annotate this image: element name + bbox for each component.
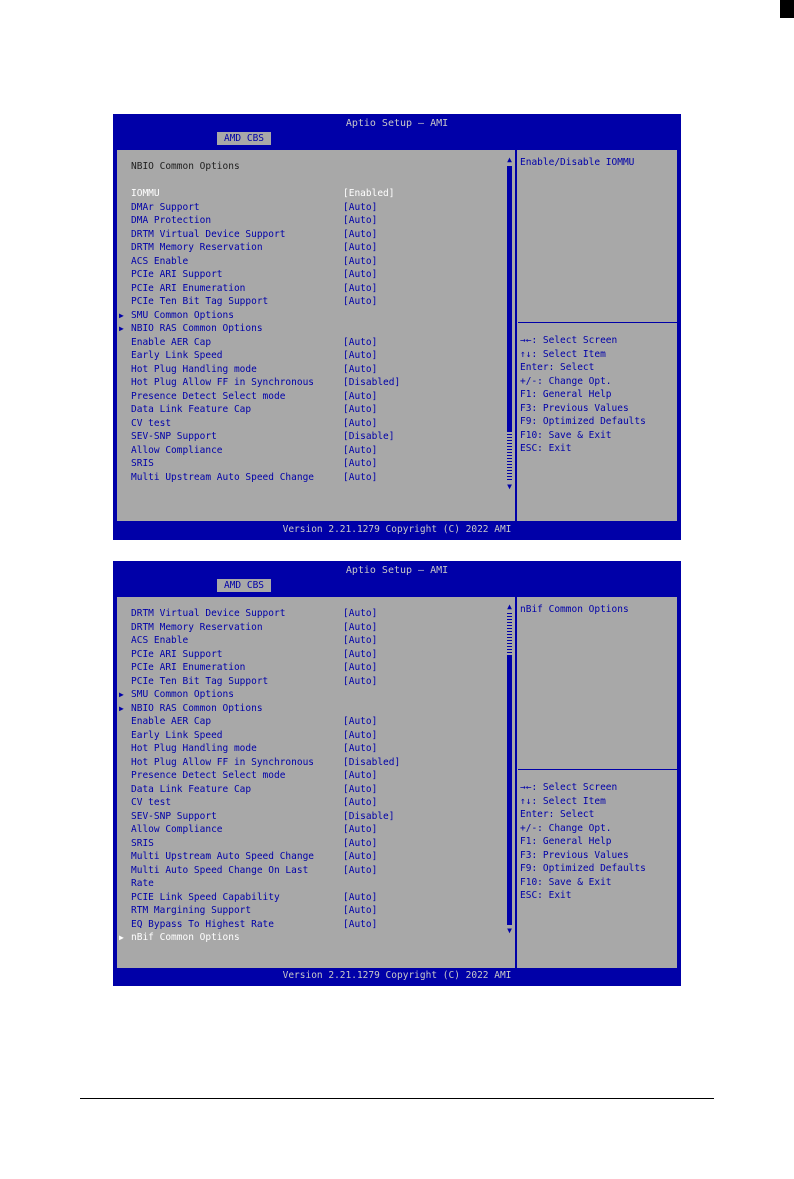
option-row-hot-plug-allow-ff-in-synchronous[interactable] [117, 756, 507, 770]
option-row-drtm-memory-reservation[interactable] [117, 241, 507, 255]
scroll-up-icon[interactable]: ▲ [507, 602, 512, 611]
option-row-pcie-link-speed-capability[interactable] [117, 891, 507, 905]
panel-divider [515, 150, 517, 521]
option-label: DRTM Virtual Device Support [131, 228, 286, 240]
option-label: SRIS [131, 458, 154, 469]
help-separator [518, 769, 677, 770]
page-edge-marker [780, 0, 794, 18]
key-help-line: →←: Select Screen [520, 335, 618, 346]
key-help-line: ESC: Exit [520, 890, 572, 901]
option-value[interactable]: [Auto] [343, 390, 378, 402]
option-value[interactable]: [Auto] [343, 282, 378, 294]
option-row-blank [117, 174, 507, 188]
option-value[interactable]: [Auto] [343, 350, 378, 361]
option-row-pcie-ten-bit-tag-support[interactable] [117, 295, 507, 309]
option-row-early-link-speed[interactable] [117, 729, 507, 743]
option-value[interactable]: [Auto] [343, 743, 378, 754]
option-label: Enable AER Cap [131, 336, 212, 348]
option-label: PCIe Ten Bit Tag Support [131, 675, 269, 687]
tab-amd-cbs[interactable]: AMD CBS [217, 579, 271, 592]
option-label: Hot Plug Allow FF in Synchronous [131, 377, 315, 388]
option-label: Multi Upstream Auto Speed Change [131, 851, 315, 862]
option-label: Multi Auto Speed Change On Last [131, 864, 309, 876]
option-value[interactable]: [Auto] [343, 716, 378, 727]
option-row-sris[interactable] [117, 457, 507, 471]
option-value[interactable]: [Disabled] [343, 377, 401, 388]
option-value[interactable]: [Auto] [343, 228, 378, 240]
option-row-pcie-ari-enumeration[interactable] [117, 661, 507, 675]
option-row-pcie-ari-enumeration[interactable] [117, 282, 507, 296]
option-label: Hot Plug Allow FF in Synchronous [131, 756, 315, 768]
option-value[interactable]: [Auto] [343, 255, 378, 267]
option-label: Allow Compliance [131, 824, 223, 835]
option-value[interactable]: [Auto] [343, 621, 378, 633]
option-label: ACS Enable [131, 255, 189, 267]
option-label: Enable AER Cap [131, 716, 212, 727]
option-label: Hot Plug Handling mode [131, 743, 257, 754]
option-value[interactable]: [Auto] [343, 918, 378, 930]
window-title: Aptio Setup – AMI [345, 565, 449, 576]
option-value[interactable]: [Auto] [343, 458, 378, 469]
scroll-down-icon[interactable]: ▼ [507, 482, 512, 491]
option-label: PCIe Ten Bit Tag Support [131, 296, 269, 307]
key-help-line: F3: Previous Values [520, 849, 629, 861]
option-label: DRTM Memory Reservation [131, 242, 263, 253]
key-help-line: F9: Optimized Defaults [520, 863, 646, 874]
submenu-arrow-icon: ▶ [119, 324, 124, 333]
option-label: PCIe ARI Support [131, 648, 223, 660]
option-row-sev-snp-support[interactable] [117, 810, 507, 824]
option-row-acs-enable[interactable] [117, 634, 507, 648]
option-value[interactable]: [Auto] [343, 864, 378, 876]
scroll-thumb[interactable] [507, 166, 512, 432]
scroll-up-icon[interactable]: ▲ [507, 155, 512, 164]
submenu-arrow-icon: ▶ [119, 690, 124, 699]
option-label: Rate [131, 878, 154, 889]
version-footer: Version 2.21.1279 Copyright (C) 2022 AMI [282, 524, 512, 535]
option-row-hot-plug-handling-mode[interactable] [117, 742, 507, 756]
option-label: Multi Upstream Auto Speed Change [131, 471, 315, 483]
option-row-data-link-feature-cap[interactable] [117, 783, 507, 797]
setup-panel [116, 149, 678, 522]
option-label: nBif Common Options [131, 932, 240, 943]
scroll-track [507, 434, 512, 480]
option-row-iommu[interactable] [117, 187, 507, 201]
key-help-line: F9: Optimized Defaults [520, 416, 646, 427]
option-row-eq-bypass-to-highest-rate[interactable] [117, 918, 507, 932]
key-help-line: F1: General Help [520, 389, 612, 400]
option-label: DMA Protection [131, 215, 212, 226]
key-help-line: ↑↓: Select Item [520, 795, 606, 807]
option-row-multi-upstream-auto-speed-change[interactable] [117, 850, 507, 864]
option-row-allow-compliance[interactable] [117, 823, 507, 837]
option-label: SMU Common Options [131, 689, 234, 700]
option-value[interactable]: [Auto] [343, 905, 378, 916]
option-label: RTM Margining Support [131, 905, 252, 916]
key-help-line: +/-: Change Opt. [520, 375, 612, 387]
option-value[interactable]: [Auto] [343, 444, 378, 456]
option-row-nbio-ras-common-options[interactable] [117, 322, 507, 336]
key-help-line: F10: Save & Exit [520, 429, 612, 441]
option-label: Early Link Speed [131, 350, 223, 361]
submenu-arrow-icon: ▶ [119, 703, 124, 713]
option-value[interactable]: [Auto] [343, 770, 378, 781]
bios-screen-1 [113, 114, 681, 540]
option-value[interactable]: [Auto] [343, 797, 378, 808]
option-label: IOMMU [131, 188, 160, 199]
option-label: Hot Plug Handling mode [131, 363, 257, 375]
page-footer-rule [80, 1098, 714, 1099]
option-row-dma-protection[interactable] [117, 214, 507, 228]
key-help-line: →←: Select Screen [520, 782, 618, 793]
tab-amd-cbs[interactable]: AMD CBS [217, 132, 271, 145]
option-label: CV test [131, 417, 172, 429]
option-row-hot-plug-allow-ff-in-synchronous[interactable] [117, 376, 507, 390]
option-row-nbif-common-options[interactable] [117, 931, 507, 945]
option-value[interactable]: [Auto] [343, 269, 378, 280]
key-help-line: Enter: Select [520, 362, 595, 373]
panel-divider [515, 597, 517, 968]
option-row-smu-common-options[interactable] [117, 688, 507, 702]
option-value[interactable]: [Disable] [343, 810, 395, 822]
option-value[interactable]: [Auto] [343, 215, 378, 226]
option-row-cv-test[interactable] [117, 417, 507, 431]
key-help-line: ↑↓: Select Item [520, 348, 606, 360]
option-label: Data Link Feature Cap [131, 783, 252, 795]
option-row-pcie-ten-bit-tag-support[interactable] [117, 675, 507, 689]
option-row-drtm-virtual-device-support[interactable] [117, 228, 507, 242]
option-label: Allow Compliance [131, 444, 223, 456]
option-row-sris[interactable] [117, 837, 507, 851]
item-help-text: nBif Common Options [520, 604, 629, 615]
option-row-drtm-virtual-device-support[interactable] [117, 607, 507, 621]
option-label: DRTM Virtual Device Support [131, 608, 286, 619]
option-value[interactable]: [Auto] [343, 675, 378, 687]
option-value[interactable]: [Auto] [343, 729, 378, 741]
option-value[interactable]: [Auto] [343, 783, 378, 795]
setup-panel [116, 596, 678, 969]
option-row-allow-compliance[interactable] [117, 444, 507, 458]
option-row-acs-enable[interactable] [117, 255, 507, 269]
option-row-enable-aer-cap[interactable] [117, 715, 507, 729]
option-row-cv-test[interactable] [117, 796, 507, 810]
option-value[interactable]: [Enabled] [343, 188, 395, 199]
option-row-rate[interactable] [117, 877, 507, 891]
option-label: PCIe ARI Support [131, 269, 223, 280]
option-label: NBIO RAS Common Options [131, 702, 263, 714]
key-help-line: F3: Previous Values [520, 402, 629, 414]
option-value[interactable]: [Auto] [343, 336, 378, 348]
option-row-enable-aer-cap[interactable] [117, 336, 507, 350]
key-help-line: Enter: Select [520, 809, 595, 820]
key-help-line: F1: General Help [520, 836, 612, 847]
version-footer: Version 2.21.1279 Copyright (C) 2022 AMI [282, 970, 512, 981]
key-help-line: +/-: Change Opt. [520, 822, 612, 834]
option-label: PCIE Link Speed Capability [131, 891, 280, 903]
option-row-smu-common-options[interactable] [117, 309, 507, 323]
option-label: DRTM Memory Reservation [131, 621, 263, 633]
option-label: ACS Enable [131, 635, 189, 646]
option-label: Early Link Speed [131, 729, 223, 741]
option-value[interactable]: [Disable] [343, 431, 395, 442]
option-row-drtm-memory-reservation[interactable] [117, 621, 507, 635]
option-row-sev-snp-support[interactable] [117, 430, 507, 444]
option-row-presence-detect-select-mode[interactable] [117, 390, 507, 404]
option-value[interactable]: [Auto] [343, 824, 378, 835]
key-help-line: ESC: Exit [520, 443, 572, 454]
option-row-multi-auto-speed-change-on-last[interactable] [117, 864, 507, 878]
option-value[interactable]: [Auto] [343, 417, 378, 429]
option-row-rtm-margining-support[interactable] [117, 904, 507, 918]
option-value[interactable]: [Auto] [343, 608, 378, 619]
option-value[interactable]: [Auto] [343, 363, 378, 375]
option-value[interactable]: [Auto] [343, 837, 378, 849]
scroll-down-icon[interactable]: ▼ [507, 926, 512, 935]
option-value[interactable]: [Auto] [343, 635, 378, 646]
option-label: SRIS [131, 837, 154, 849]
option-value[interactable]: [Disabled] [343, 756, 401, 768]
option-label: Presence Detect Select mode [131, 390, 286, 402]
option-value[interactable]: [Auto] [343, 648, 378, 660]
submenu-arrow-icon: ▶ [119, 310, 124, 320]
option-row-nbio-common-options [117, 160, 507, 174]
key-help-line: F10: Save & Exit [520, 876, 612, 888]
option-row-early-link-speed[interactable] [117, 349, 507, 363]
option-row-pcie-ari-support[interactable] [117, 268, 507, 282]
option-label: NBIO Common Options [131, 161, 240, 172]
option-label: PCIe ARI Enumeration [131, 282, 246, 294]
option-value[interactable]: [Auto] [343, 201, 378, 213]
option-label: SMU Common Options [131, 309, 234, 321]
option-value[interactable]: [Auto] [343, 404, 378, 415]
key-legend [520, 781, 675, 903]
option-value[interactable]: [Auto] [343, 296, 378, 307]
scrollbar[interactable] [506, 603, 513, 935]
option-row-hot-plug-handling-mode[interactable] [117, 363, 507, 377]
scroll-track [507, 613, 512, 653]
option-label: SEV-SNP Support [131, 810, 217, 822]
key-legend [520, 334, 675, 456]
item-help-text: Enable/Disable IOMMU [520, 157, 635, 168]
option-row-data-link-feature-cap[interactable] [117, 403, 507, 417]
option-value[interactable]: [Auto] [343, 891, 378, 903]
scrollbar[interactable] [506, 156, 513, 491]
option-value[interactable]: [Auto] [343, 242, 378, 253]
window-title: Aptio Setup – AMI [345, 118, 449, 129]
help-separator [518, 322, 677, 323]
option-label: SEV-SNP Support [131, 431, 217, 442]
option-label: DMAr Support [131, 201, 200, 213]
option-label: PCIe ARI Enumeration [131, 662, 246, 673]
option-row-nbio-ras-common-options[interactable] [117, 702, 507, 716]
option-row-pcie-ari-support[interactable] [117, 648, 507, 662]
scroll-thumb[interactable] [507, 655, 512, 925]
bios-screen-2 [113, 561, 681, 986]
option-value[interactable]: [Auto] [343, 662, 378, 673]
option-label: CV test [131, 797, 172, 808]
option-row-presence-detect-select-mode[interactable] [117, 769, 507, 783]
option-row-multi-upstream-auto-speed-change[interactable] [117, 471, 507, 485]
option-value[interactable]: [Auto] [343, 851, 378, 862]
option-label: Presence Detect Select mode [131, 770, 286, 781]
option-row-dmar-support[interactable] [117, 201, 507, 215]
option-label: EQ Bypass To Highest Rate [131, 918, 274, 930]
option-value[interactable]: [Auto] [343, 471, 378, 483]
option-label: NBIO RAS Common Options [131, 323, 263, 334]
submenu-arrow-icon: ▶ [119, 933, 124, 942]
option-label: Data Link Feature Cap [131, 404, 252, 415]
